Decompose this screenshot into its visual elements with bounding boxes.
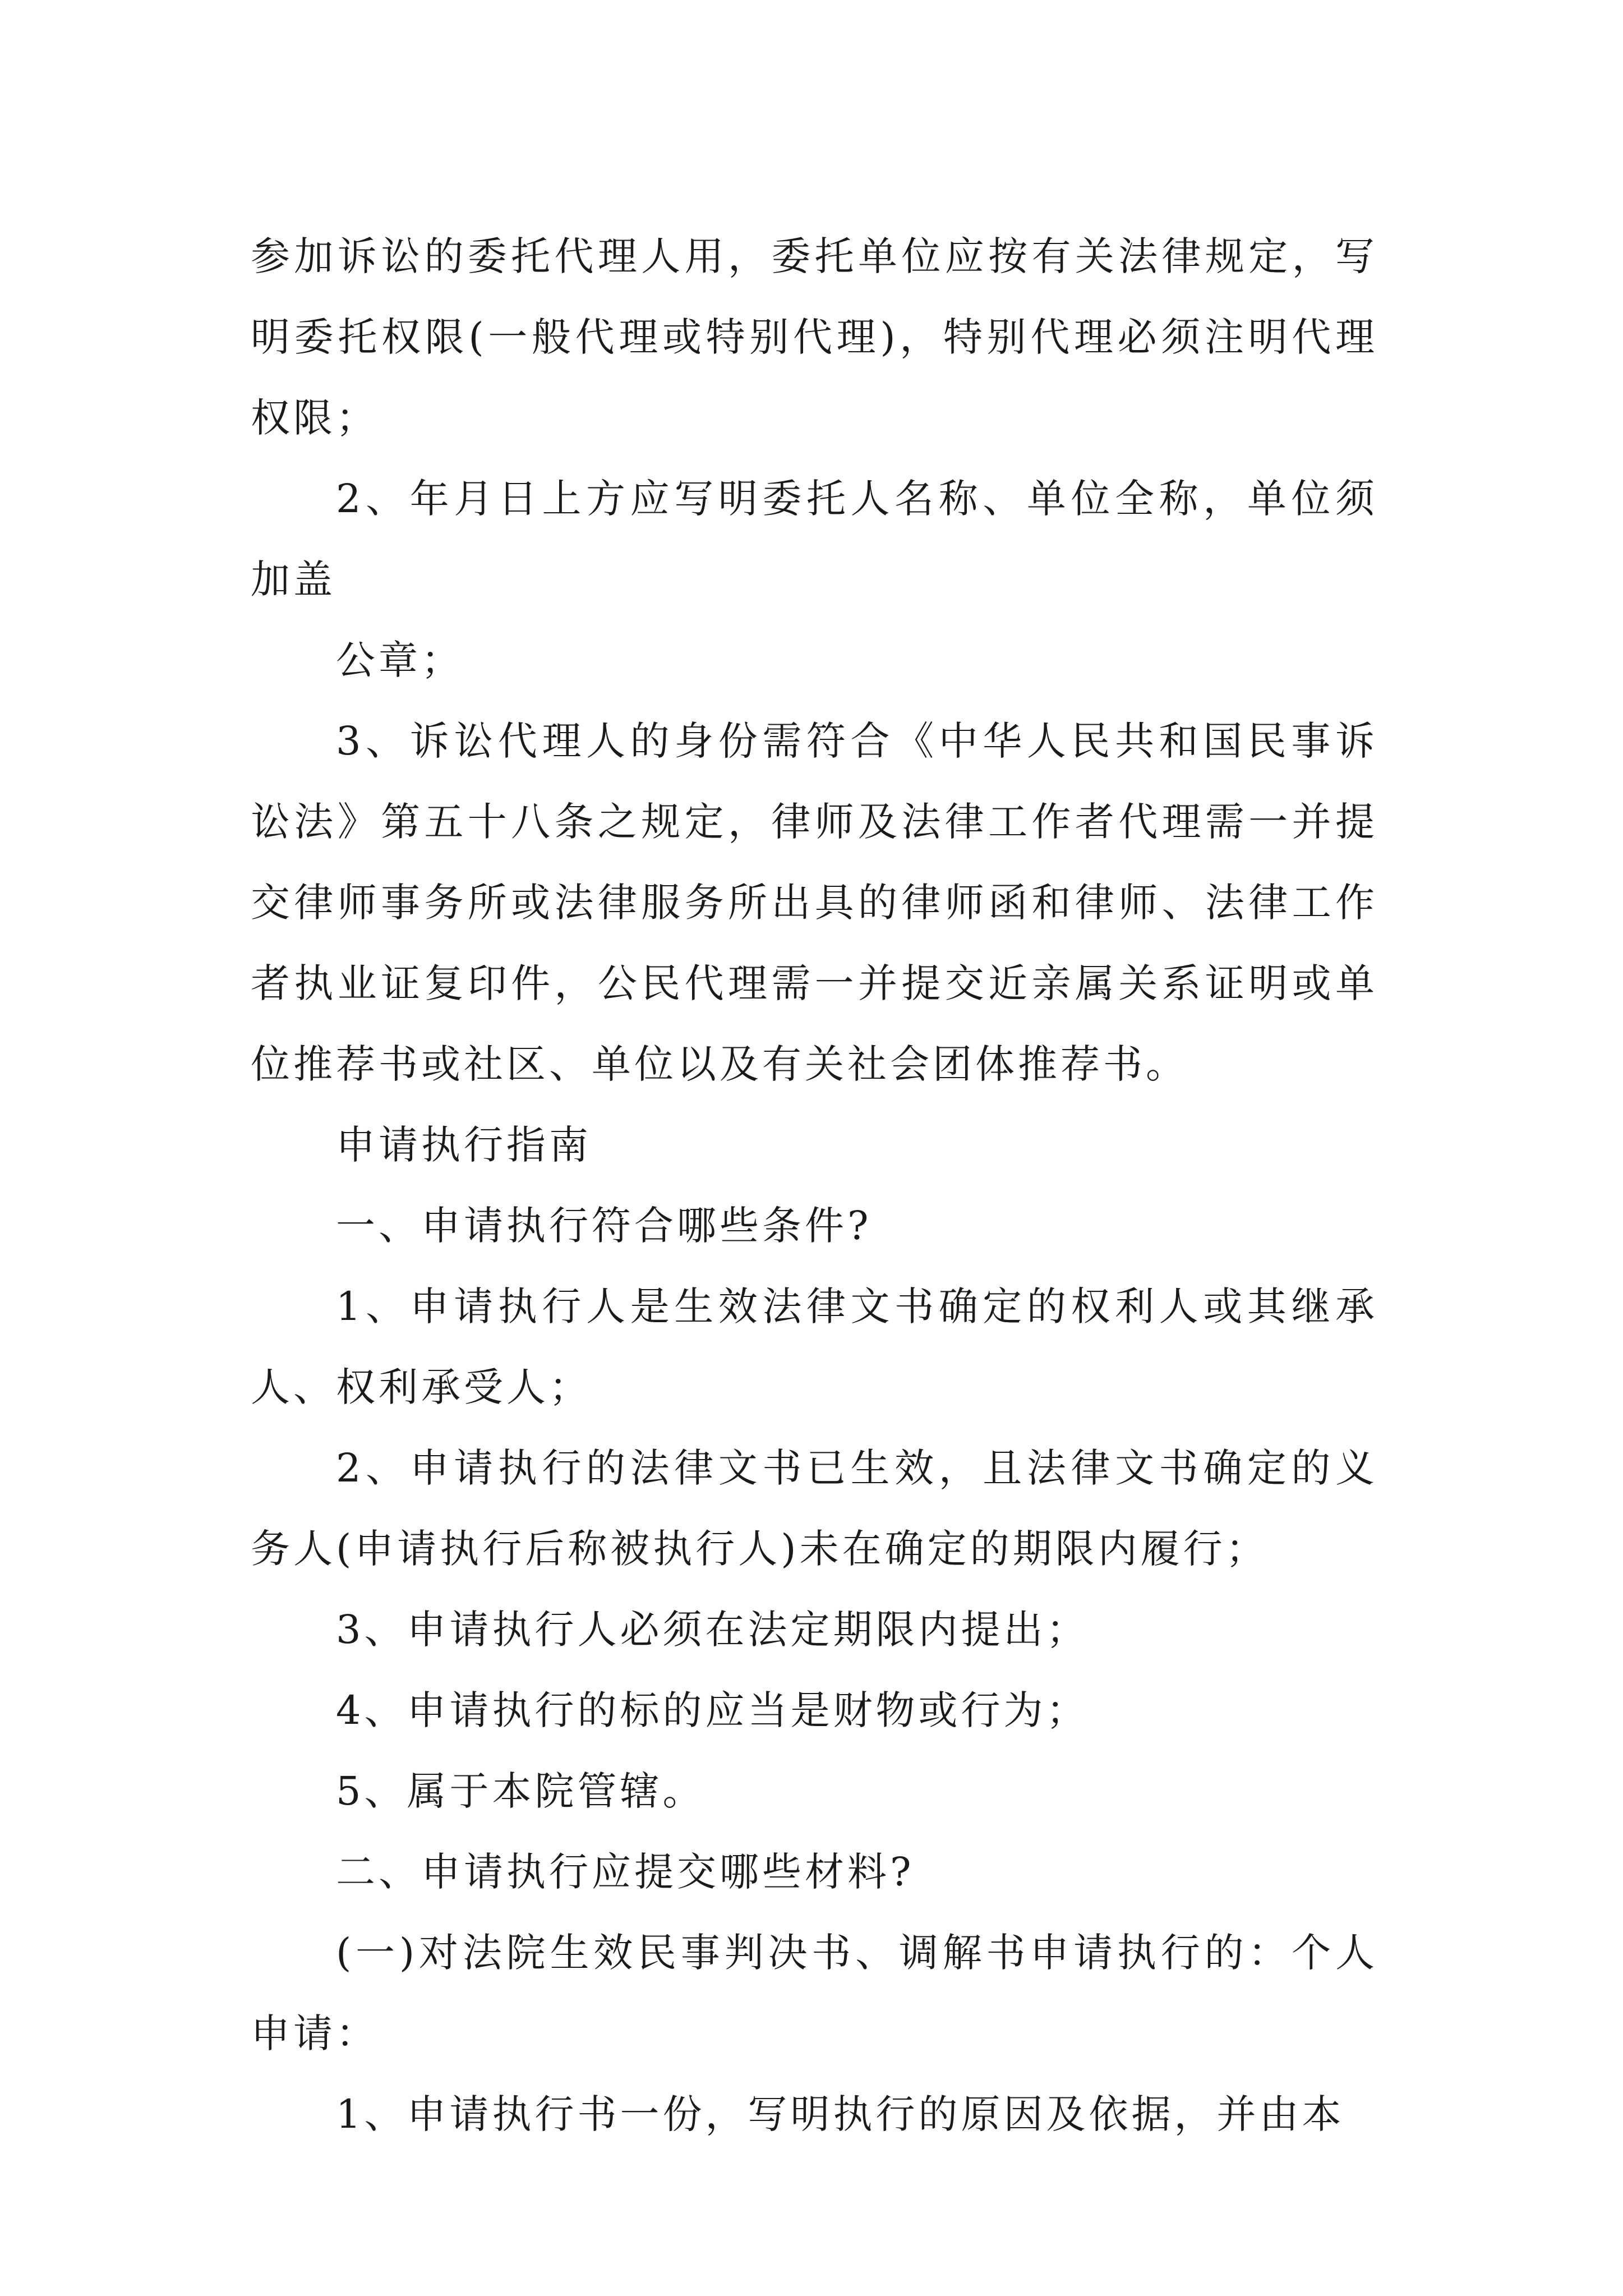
- paragraph-1: 参加诉讼的委托代理人用，委托单位应按有关法律规定，写明委托权限(一般代理或特别代理)，特别代理必须注明代理权限；: [251, 233, 1378, 441]
- paragraph-2: 2、年月日上方应写明委托人名称、单位全称，单位须加盖: [251, 476, 1378, 602]
- section-heading-guide: 申请执行指南: [336, 1122, 592, 1168]
- section-heading-conditions: 一、申请执行符合哪些条件?: [336, 1203, 872, 1249]
- paragraph-3: 公章；: [336, 637, 464, 683]
- subsection-heading-individual: (一)对法院生效民事判决书、调解书申请执行的：个人申请：: [251, 1930, 1378, 2056]
- list-item-condition-3: 3、申请执行人必须在法定期限内提出；: [336, 1607, 1089, 1653]
- list-item-condition-2: 2、申请执行的法律文书已生效，且法律文书确定的义务人(申请执行后称被执行人)未在确定的期限内履行；: [251, 1445, 1378, 1572]
- list-item-condition-5: 5、属于本院管辖。: [336, 1768, 706, 1814]
- list-item-condition-4: 4、申请执行的标的应当是财物或行为；: [336, 1687, 1089, 1733]
- list-item-material-1: 1、申请执行书一份，写明执行的原因及依据，并由本: [336, 2091, 1345, 2137]
- paragraph-4: 3、诉讼代理人的身份需符合《中华人民共和国民事诉讼法》第五十八条之规定，律师及法律工作者代理需一并提交律师事务所或法律服务所出具的律师函和律师、法律工作者执业证复印件，公民代理需一并提交近亲属关系证明或单位推荐书或社区、单位以及有关社会团体推荐书。: [251, 718, 1378, 1087]
- section-heading-materials: 二、申请执行应提交哪些材料?: [336, 1849, 915, 1895]
- document-body: [251, 216, 1378, 2155]
- list-item-condition-1: 1、申请执行人是生效法律文书确定的权利人或其继承人、权利承受人；: [251, 1283, 1378, 1410]
